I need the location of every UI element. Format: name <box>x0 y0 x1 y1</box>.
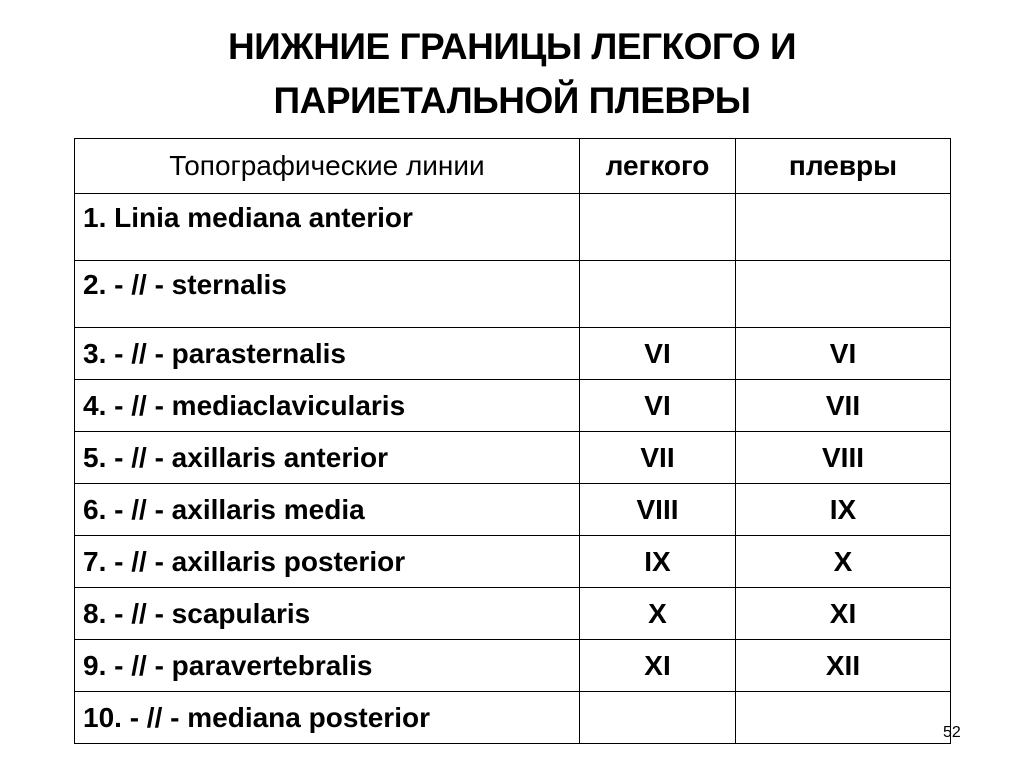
pleura-boundary-cell: XI <box>736 588 951 640</box>
line-name-cell: 7. - // - axillaris posterior <box>75 536 580 588</box>
line-name-cell: 4. - // - mediaclavicularis <box>75 380 580 432</box>
pleura-boundary-cell <box>736 692 951 744</box>
table-row <box>75 194 951 261</box>
line-name-cell: 6. - // - axillaris media <box>75 484 580 536</box>
lung-boundary-cell: XI <box>580 640 736 692</box>
pleura-boundary-cell: VII <box>736 380 951 432</box>
line-name-cell: 10. - // - mediana posterior <box>75 692 580 744</box>
lung-boundary-cell: VII <box>580 432 736 484</box>
lung-boundary-cell: VIII <box>580 484 736 536</box>
table-header-row <box>75 139 951 194</box>
lung-boundary-cell <box>580 194 736 261</box>
table-row <box>75 640 951 692</box>
page-number: 52 <box>943 724 961 741</box>
pleura-boundary-cell: VIII <box>736 432 951 484</box>
title-line-1: НИЖНИЕ ГРАНИЦЫ ЛЕГКОГО И <box>227 26 797 67</box>
title-line-2: ПАРИЕТАЛЬНОЙ ПЛЕВРЫ <box>273 80 751 121</box>
table-row <box>75 484 951 536</box>
table-row <box>75 692 951 744</box>
table-row <box>75 536 951 588</box>
line-name-cell: 9. - // - paravertebralis <box>75 640 580 692</box>
line-name-cell: 2. - // - sternalis <box>75 261 580 328</box>
pleura-boundary-cell: XII <box>736 640 951 692</box>
page-title <box>0 20 1024 128</box>
table-row <box>75 432 951 484</box>
line-name-cell: 8. - // - scapularis <box>75 588 580 640</box>
pleura-boundary-cell <box>736 261 951 328</box>
header-pleura: плевры <box>736 139 951 194</box>
table-row <box>75 588 951 640</box>
pleura-boundary-cell: VI <box>736 328 951 380</box>
table-row <box>75 328 951 380</box>
lung-boundary-cell <box>580 261 736 328</box>
lung-boundary-cell: X <box>580 588 736 640</box>
pleura-boundary-cell <box>736 194 951 261</box>
pleura-boundary-cell: IX <box>736 484 951 536</box>
lung-boundary-cell: VI <box>580 328 736 380</box>
lung-boundary-cell <box>580 692 736 744</box>
line-name-cell: 1. Linia mediana anterior <box>75 194 580 261</box>
lung-boundary-cell: VI <box>580 380 736 432</box>
table-row <box>75 261 951 328</box>
boundaries-table <box>74 138 951 744</box>
header-lung: легкого <box>580 139 736 194</box>
line-name-cell: 5. - // - axillaris anterior <box>75 432 580 484</box>
table-row <box>75 380 951 432</box>
line-name-cell: 3. - // - parasternalis <box>75 328 580 380</box>
lung-boundary-cell: IX <box>580 536 736 588</box>
header-topographic-lines: Топографические линии <box>75 139 580 194</box>
pleura-boundary-cell: X <box>736 536 951 588</box>
